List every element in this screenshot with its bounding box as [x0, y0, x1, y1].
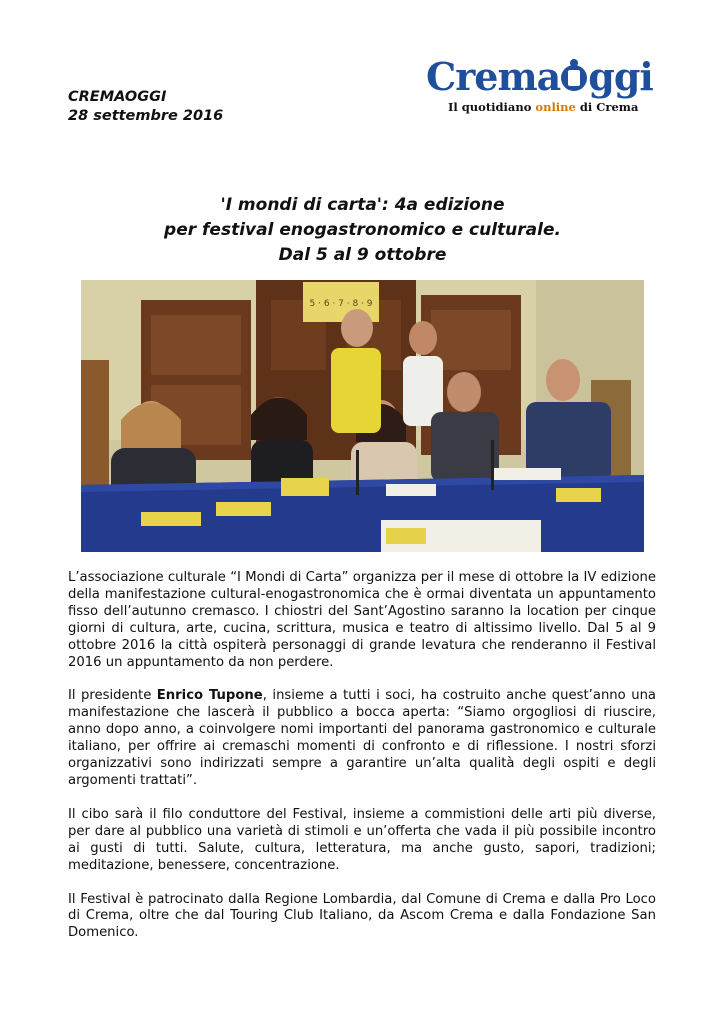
logo-o-figure-icon [561, 65, 587, 91]
title-line-1: 'I mondi di carta': 4a edizione [220, 195, 505, 215]
paragraph-3: Il cibo sarà il filo conduttore del Festival, insieme a commistioni delle arti più diverse, per dare al pubblico una varietà di stimoli e un’offerta che vada il più possibile incontro ai gusti di tutti. Salute, cultura, letteratura, ma anche gusto, sapori, tradizioni; meditazione, benessere, concentrazione. [68, 806, 656, 873]
cremaoggi-logo [426, 54, 676, 120]
tagline-pre: Il quotidiano [448, 100, 536, 114]
paragraph-2-text: , insieme a tutti i soci, ha costruito anche quest’anno una manifestazione che lascerà il pubblico a bocca aperta: “Siamo orgogliosi di riuscire, anno dopo anno, a coinvolgere nomi importanti del panorama gastronomico e culturale italiano, per offrire ai cremaschi momenti di confronto e di riflessione. I nostri sforzi organizzativi sono indirizzati sempre a garantire un’alta qualità degli ospiti e degli argomenti trattati”. [68, 688, 657, 788]
paragraph-4: Il Festival è patrocinato dalla Regione Lombardia, dal Comune di Crema e dalla Pro Loco di Crema, oltre che dal Touring Club Italiano, da Ascom Crema e dalla Fondazione San Domenico. [68, 891, 656, 941]
title-line-3: Dal 5 al 9 ottobre [278, 245, 447, 265]
paragraph-1: L’associazione culturale “I Mondi di Carta” organizza per il mese di ottobre la IV edizione della manifestazione cultural-enogastronomica che è ormai diventata un appuntamento fisso dell’autunno cremasco. I chiostri del Sant’Agostino saranno la location per cinque giorni di cultura, arte, cucina, scrittura, musica e teatro di altissimo livello. Dal 5 al 9 ottobre 2016 la città ospiterà personaggi di grande levatura che renderanno il Festival 2016 un appuntamento da non perdere. [68, 570, 656, 670]
tagline-online: online [535, 100, 576, 114]
source-name: CREMAOGGI [68, 89, 167, 105]
tagline-post: di Crema [575, 100, 639, 114]
article-source-header [68, 88, 223, 126]
logo-tagline [448, 100, 638, 114]
article-body [68, 570, 656, 959]
president-name: Enrico Tupone [156, 688, 263, 704]
paragraph-2-intro: Il presidente [68, 688, 157, 704]
poster-dates-text: 5 · 6 · 7 · 8 · 9 [309, 299, 373, 309]
article-date: 28 settembre 2016 [68, 108, 224, 124]
logo-word-2: ggi [588, 54, 653, 99]
press-conference-photo [81, 280, 644, 552]
article-title [100, 193, 625, 268]
paragraph-2 [68, 688, 656, 789]
title-line-2: per festival enogastronomico e culturale. [164, 220, 561, 240]
logo-wordmark [426, 54, 676, 99]
photo-illustration [81, 280, 644, 552]
logo-word-1: Crema [426, 54, 561, 99]
